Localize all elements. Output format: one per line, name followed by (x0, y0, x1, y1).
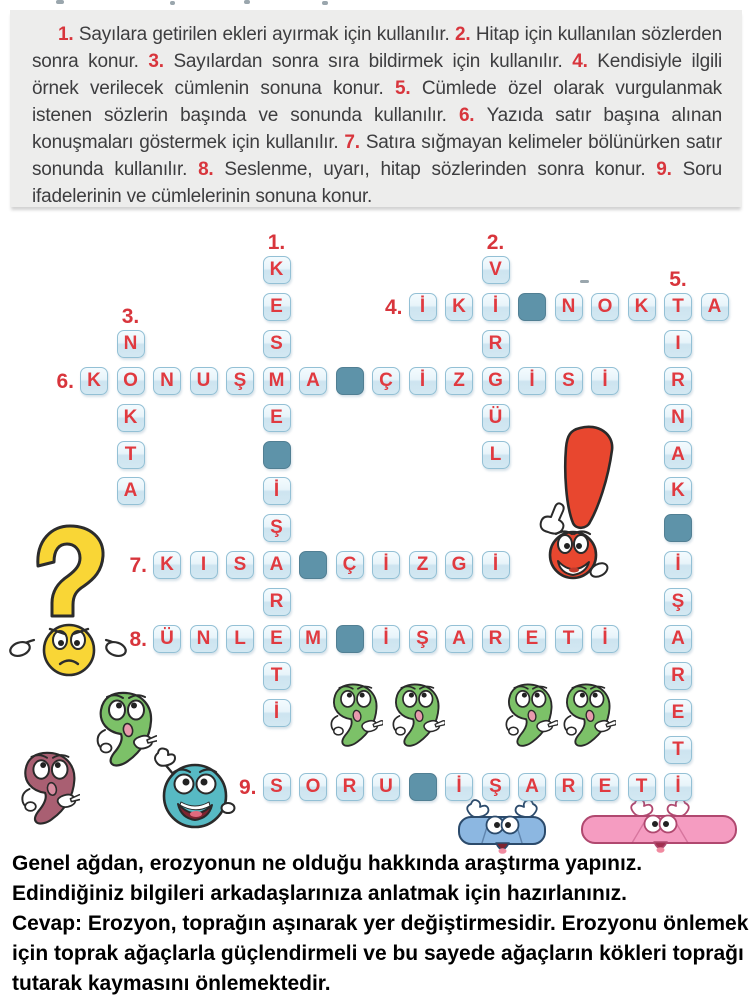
crossword-letter-cell[interactable]: N (190, 625, 218, 653)
crossword-number: 7. (129, 554, 147, 578)
crossword-letter-cell[interactable]: R (664, 662, 692, 690)
crossword-letter-cell[interactable]: E (263, 625, 291, 653)
clue-number: 2. (455, 24, 476, 45)
crossword-letter-cell[interactable]: R (664, 367, 692, 395)
crossword-letter-cell[interactable]: İ (518, 367, 546, 395)
crossword-letter-cell[interactable]: Ç (336, 551, 364, 579)
crossword-letter-cell[interactable]: İ (409, 367, 437, 395)
clue-text: Sayılara getirilen ekleri ayırmak için kullanılır. (78, 24, 455, 45)
crossword-letter-cell[interactable]: Z (409, 551, 437, 579)
crossword-letter-cell[interactable]: K (445, 293, 473, 321)
crossword-letter-cell[interactable]: A (664, 625, 692, 653)
crossword-letter-cell[interactable]: Ü (482, 404, 510, 432)
crossword-letter-cell[interactable]: I (664, 330, 692, 358)
crossword-letter-cell[interactable]: İ (263, 477, 291, 505)
crossword-letter-cell[interactable]: İ (591, 367, 619, 395)
clue-number: 4. (572, 51, 598, 72)
crossword-letter-cell[interactable]: İ (482, 551, 510, 579)
crossword-letter-cell[interactable]: R (482, 330, 510, 358)
crossword-letter-cell[interactable]: K (80, 367, 108, 395)
crossword-letter-cell[interactable]: A (445, 625, 473, 653)
crossword-letter-cell[interactable]: İ (409, 293, 437, 321)
clue-number: 5. (394, 78, 422, 99)
clue-text: Satıra sığmayan kelimeler bölünürken satır sonunda kullanılır. (32, 132, 722, 180)
crossword-letter-cell[interactable]: V (482, 256, 510, 284)
crossword-letter-cell[interactable]: A (518, 773, 546, 801)
crossword-separator-cell[interactable] (336, 625, 364, 653)
crossword-number: 2. (486, 231, 505, 254)
crossword-separator-cell[interactable] (409, 773, 437, 801)
crossword-letter-cell[interactable]: S (263, 773, 291, 801)
crossword-letter-cell[interactable]: Ş (482, 773, 510, 801)
crossword-letter-cell[interactable]: N (664, 404, 692, 432)
prepare-instruction: Edindiğiniz bilgileri arkadaşlarınıza anlatmak için hazırlanınız. (12, 882, 627, 905)
crossword-letter-cell[interactable]: N (555, 293, 583, 321)
crossword-number: 1. (267, 231, 286, 254)
crossword-letter-cell[interactable]: İ (591, 625, 619, 653)
crossword-letter-cell[interactable]: R (555, 773, 583, 801)
crossword-letter-cell[interactable]: G (482, 367, 510, 395)
clue-text: Yazıda satır başına alınan konuşmaları göstermek için kullanılır. (32, 105, 722, 153)
crossword-number: 3. (121, 304, 140, 328)
crossword-letter-cell[interactable]: O (591, 293, 619, 321)
bottom-text (12, 849, 750, 999)
crossword-letter-cell[interactable]: A (664, 441, 692, 469)
crossword-letter-cell[interactable]: E (664, 699, 692, 727)
crossword-letter-cell[interactable]: N (117, 330, 145, 358)
crossword-letter-cell[interactable]: U (190, 367, 218, 395)
clue-number: 7. (344, 132, 366, 153)
crossword-letter-cell[interactable]: R (482, 625, 510, 653)
crossword-separator-cell[interactable] (664, 514, 692, 542)
crossword-letter-cell[interactable]: E (518, 625, 546, 653)
crossword-letter-cell[interactable]: U (372, 773, 400, 801)
crossword-letter-cell[interactable]: İ (445, 773, 473, 801)
crossword-letter-cell[interactable]: T (664, 736, 692, 764)
crossword-letter-cell[interactable]: Ş (664, 588, 692, 616)
crossword-number: 5. (669, 267, 687, 291)
crossword-number: 9. (238, 775, 257, 799)
crossword-letter-cell[interactable]: I (190, 551, 218, 579)
answer-text: Cevap: Erozyon, toprağın aşınarak yer değiştirmesidir. Erozyonu önlemek için toprak ağaçlarla güçlendirmeli ve bu sayede ağaçların kökleri toprağı tutarak kaymasını önlemektedir. (12, 912, 749, 995)
crossword-letter-cell[interactable]: M (263, 367, 291, 395)
crossword-letter-cell[interactable]: İ (372, 551, 400, 579)
crossword-letter-cell[interactable]: O (299, 773, 327, 801)
crossword-letter-cell[interactable]: E (263, 404, 291, 432)
crossword-letter-cell[interactable]: T (628, 773, 656, 801)
crossword-letter-cell[interactable]: Ü (153, 625, 181, 653)
clue-number: 8. (198, 159, 225, 180)
crossword-separator-cell[interactable] (263, 441, 291, 469)
clue-text: Soru ifadelerinin ve cümlelerinin sonuna konur. (32, 159, 722, 207)
crossword-letter-cell[interactable]: R (263, 588, 291, 616)
clue-text: Seslenme, uyarı, hitap sözlerinden sonra konur. (224, 159, 657, 180)
crossword-letter-cell[interactable]: Ç (372, 367, 400, 395)
crossword-letter-cell[interactable]: G (445, 551, 473, 579)
research-instruction: Genel ağdan, erozyonun ne olduğu hakkında araştırma yapınız. (12, 852, 643, 875)
crossword-letter-cell[interactable]: K (117, 404, 145, 432)
crossword-letter-cell[interactable]: M (299, 625, 327, 653)
crossword-letter-cell[interactable]: S (263, 330, 291, 358)
crossword-letter-cell[interactable]: İ (263, 699, 291, 727)
crossword-letter-cell[interactable]: E (263, 293, 291, 321)
crossword-number: 6. (56, 369, 74, 393)
crossword-letter-cell[interactable]: İ (372, 625, 400, 653)
crossword-letter-cell[interactable]: A (701, 293, 729, 321)
crossword-letter-cell[interactable]: L (482, 441, 510, 469)
clue-text: Hitap için kullanılan sözlerden sonra konur. (32, 24, 723, 72)
crossword-letter-cell[interactable]: Ş (263, 514, 291, 542)
crossword-letter-cell[interactable]: L (226, 625, 254, 653)
crossword-letter-cell[interactable]: S (226, 551, 254, 579)
clue-number: 3. (148, 51, 174, 72)
crossword-letter-cell[interactable]: S (555, 367, 583, 395)
crossword-letter-cell[interactable]: E (591, 773, 619, 801)
crossword-letter-cell[interactable]: O (117, 367, 145, 395)
crossword-number: 4. (384, 295, 403, 319)
crossword-separator-cell[interactable] (518, 293, 546, 321)
crossword-letter-cell[interactable]: İ (482, 293, 510, 321)
clue-text: Cümlede özel olarak vurgulanmak istenen sözlerin başında ve sonunda kullanılır. (32, 78, 722, 126)
clue-number: 9. (656, 159, 683, 180)
crossword-letter-cell[interactable]: A (263, 551, 291, 579)
crossword-letter-cell[interactable]: T (263, 662, 291, 690)
crossword-letter-cell[interactable]: K (263, 256, 291, 284)
crossword-letter-cell[interactable]: K (153, 551, 181, 579)
crossword-separator-cell[interactable] (299, 551, 327, 579)
crossword-letter-cell[interactable]: T (117, 441, 145, 469)
crossword-separator-cell[interactable] (336, 367, 364, 395)
crossword-letter-cell[interactable]: R (336, 773, 364, 801)
crossword-letter-cell[interactable]: T (664, 293, 692, 321)
clue-number: 6. (458, 105, 487, 126)
crossword-letter-cell[interactable]: İ (664, 773, 692, 801)
clue-number: 1. (58, 24, 79, 45)
crossword-letter-cell[interactable]: K (628, 293, 656, 321)
crossword-letter-cell[interactable]: T (555, 625, 583, 653)
crossword-letter-cell[interactable]: A (299, 367, 327, 395)
crossword-letter-cell[interactable]: Ş (409, 625, 437, 653)
crossword-letter-cell[interactable]: Z (445, 367, 473, 395)
crossword-letter-cell[interactable]: N (153, 367, 181, 395)
crossword-letter-cell[interactable]: A (117, 477, 145, 505)
clue-text: Sayılardan sonra sıra bildirmek için kullanılır. (173, 51, 573, 72)
crossword-letter-cell[interactable]: K (664, 477, 692, 505)
crossword-letter-cell[interactable]: İ (664, 551, 692, 579)
crossword-letter-cell[interactable]: Ş (226, 367, 254, 395)
clue-text: Kendisiyle ilgili örnek verilecek cümlenin sonuna konur. (32, 51, 723, 99)
crossword-number: 8. (129, 628, 147, 651)
